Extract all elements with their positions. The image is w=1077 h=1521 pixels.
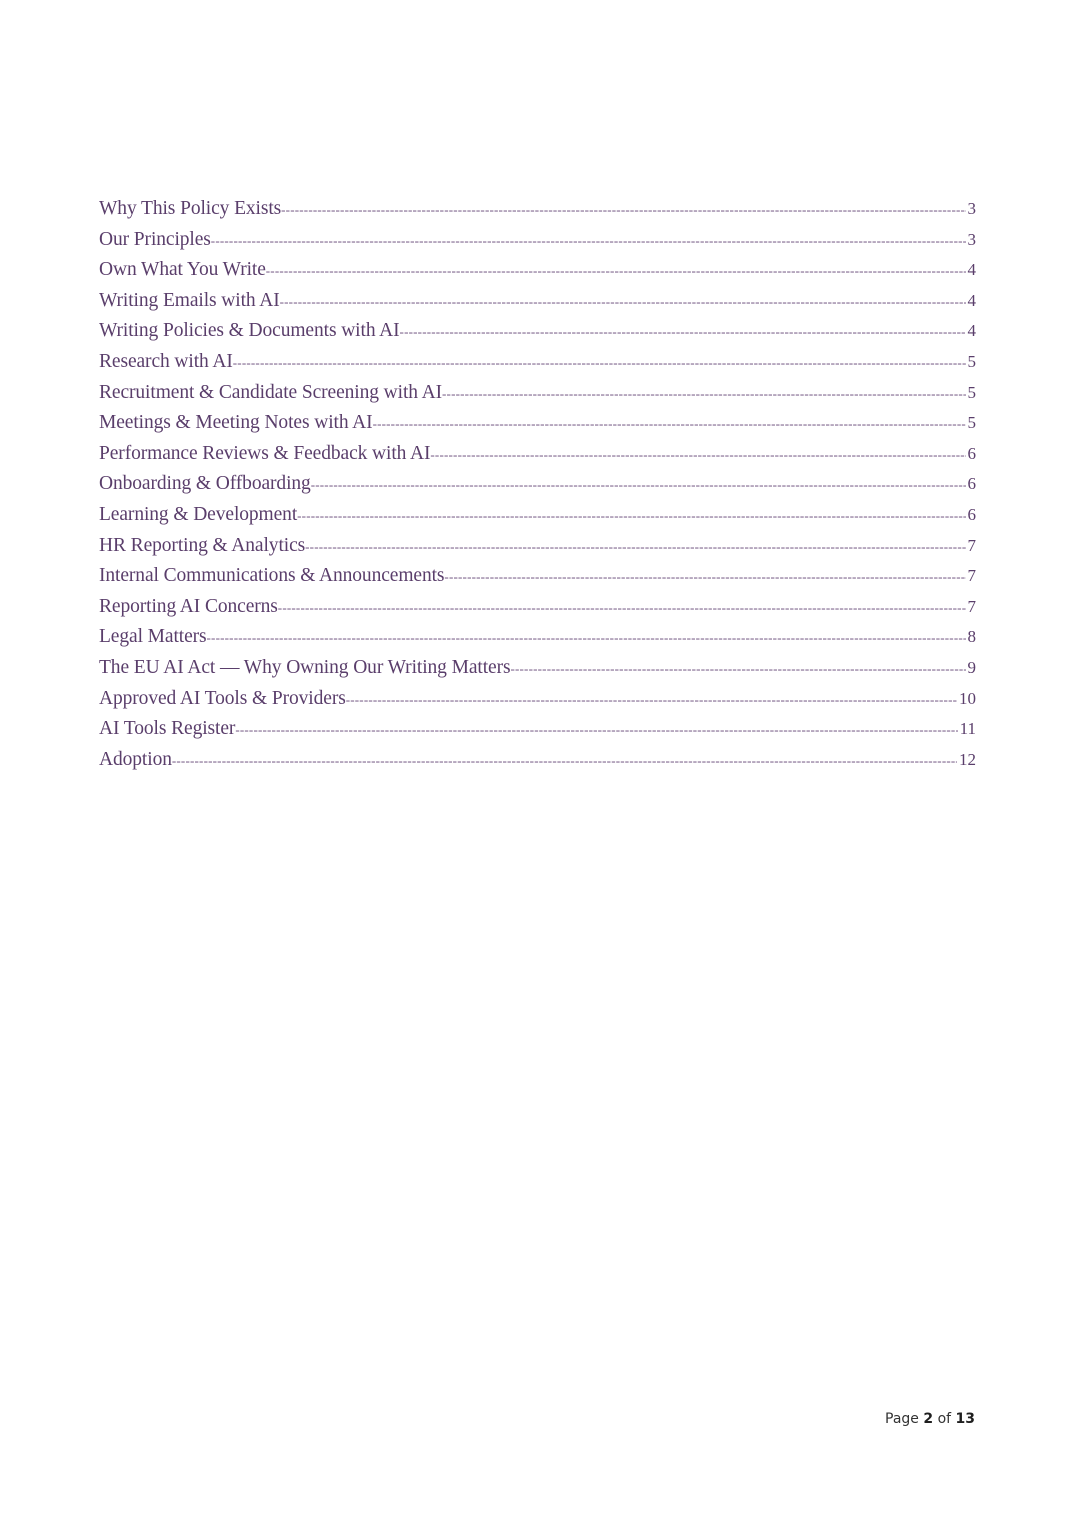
- toc-entry[interactable]: [99, 657, 976, 688]
- toc-entry-page: 11: [959, 719, 976, 739]
- toc-entry-title: Approved AI Tools & Providers: [99, 687, 346, 709]
- toc-entry[interactable]: [99, 351, 976, 382]
- toc-dot-leader: [346, 692, 957, 708]
- toc-entry[interactable]: [99, 198, 976, 229]
- toc-entry-title: Recruitment & Candidate Screening with AI: [99, 381, 443, 403]
- toc-entry[interactable]: [99, 443, 976, 474]
- toc-entry[interactable]: [99, 473, 976, 504]
- table-of-contents: [99, 198, 976, 779]
- toc-entry[interactable]: [99, 320, 976, 351]
- toc-entry-page: 7: [967, 566, 976, 586]
- toc-entry-title: Learning & Development: [99, 503, 298, 525]
- toc-entry-title: Onboarding & Offboarding: [99, 473, 311, 495]
- toc-entry-title: Reporting AI Concerns: [99, 595, 278, 617]
- footer-prefix: Page: [885, 1411, 919, 1427]
- toc-entry-page: 3: [967, 199, 976, 218]
- toc-dot-leader: [172, 753, 957, 769]
- toc-dot-leader: [373, 416, 966, 432]
- toc-entry-title: HR Reporting & Analytics: [99, 534, 306, 556]
- toc-entry[interactable]: [99, 718, 976, 749]
- toc-entry[interactable]: [99, 290, 976, 321]
- toc-entry-page: 4: [967, 321, 976, 341]
- toc-dot-leader: [278, 600, 966, 616]
- toc-entry[interactable]: [99, 596, 976, 627]
- toc-dot-leader: [297, 508, 965, 524]
- toc-dot-leader: [442, 386, 965, 402]
- toc-entry-page: 10: [959, 688, 976, 708]
- page-footer: [885, 1411, 975, 1427]
- toc-entry-page: 5: [967, 382, 976, 402]
- toc-entry[interactable]: [99, 749, 976, 780]
- toc-entry[interactable]: [99, 688, 976, 719]
- toc-entry[interactable]: [99, 504, 976, 535]
- toc-entry-page: 6: [967, 443, 976, 463]
- toc-entry-title: Why This Policy Exists: [99, 198, 282, 219]
- toc-entry-title: AI Tools Register: [99, 718, 236, 740]
- toc-entry[interactable]: [99, 382, 976, 413]
- toc-entry-title: Adoption: [99, 748, 172, 770]
- toc-dot-leader: [444, 569, 965, 585]
- toc-entry-title: Internal Communications & Announcements: [99, 565, 445, 587]
- toc-entry[interactable]: [99, 565, 976, 596]
- toc-entry-page: 5: [967, 351, 976, 371]
- footer-of: of: [937, 1411, 952, 1427]
- toc-dot-leader: [510, 661, 965, 677]
- toc-entry-page: 5: [967, 413, 976, 433]
- toc-dot-leader: [430, 447, 965, 463]
- toc-entry[interactable]: [99, 229, 976, 260]
- toc-entry-page: 7: [967, 596, 976, 616]
- toc-entry-page: 8: [967, 627, 976, 647]
- toc-dot-leader: [207, 630, 966, 646]
- toc-entry-title: Research with AI: [99, 350, 233, 372]
- toc-entry-page: 6: [967, 504, 976, 524]
- toc-entry[interactable]: [99, 535, 976, 566]
- toc-entry-title: Performance Reviews & Feedback with AI: [99, 442, 431, 464]
- toc-dot-leader: [400, 324, 966, 340]
- toc-entry-title: Our Principles: [99, 228, 211, 250]
- toc-entry-page: 3: [967, 229, 976, 249]
- footer-current-page: 2: [923, 1411, 934, 1427]
- toc-dot-leader: [235, 722, 957, 738]
- toc-entry[interactable]: [99, 412, 976, 443]
- toc-entry-title: Legal Matters: [99, 626, 207, 648]
- toc-entry[interactable]: [99, 259, 976, 290]
- toc-entry-page: 7: [967, 535, 976, 555]
- toc-entry-title: Writing Policies & Documents with AI: [99, 320, 400, 342]
- toc-entry-page: 4: [967, 290, 976, 310]
- toc-dot-leader: [305, 539, 965, 555]
- toc-entry-page: 9: [967, 657, 976, 677]
- toc-entry-page: 6: [967, 474, 976, 494]
- toc-entry-title: Writing Emails with AI: [99, 289, 280, 311]
- toc-entry-title: Meetings & Meeting Notes with AI: [99, 412, 373, 434]
- toc-dot-leader: [233, 355, 966, 371]
- toc-entry-title: The EU AI Act — Why Owning Our Writing Matters: [99, 656, 511, 678]
- toc-entry-page: 12: [959, 749, 976, 769]
- toc-entry-title: Own What You Write: [99, 259, 266, 281]
- toc-dot-leader: [211, 233, 966, 249]
- toc-dot-leader: [281, 202, 965, 218]
- toc-dot-leader: [266, 263, 966, 279]
- footer-total-pages: 13: [955, 1411, 975, 1427]
- toc-dot-leader: [311, 477, 966, 493]
- toc-dot-leader: [280, 294, 966, 310]
- toc-entry-page: 4: [967, 260, 976, 280]
- toc-entry[interactable]: [99, 626, 976, 657]
